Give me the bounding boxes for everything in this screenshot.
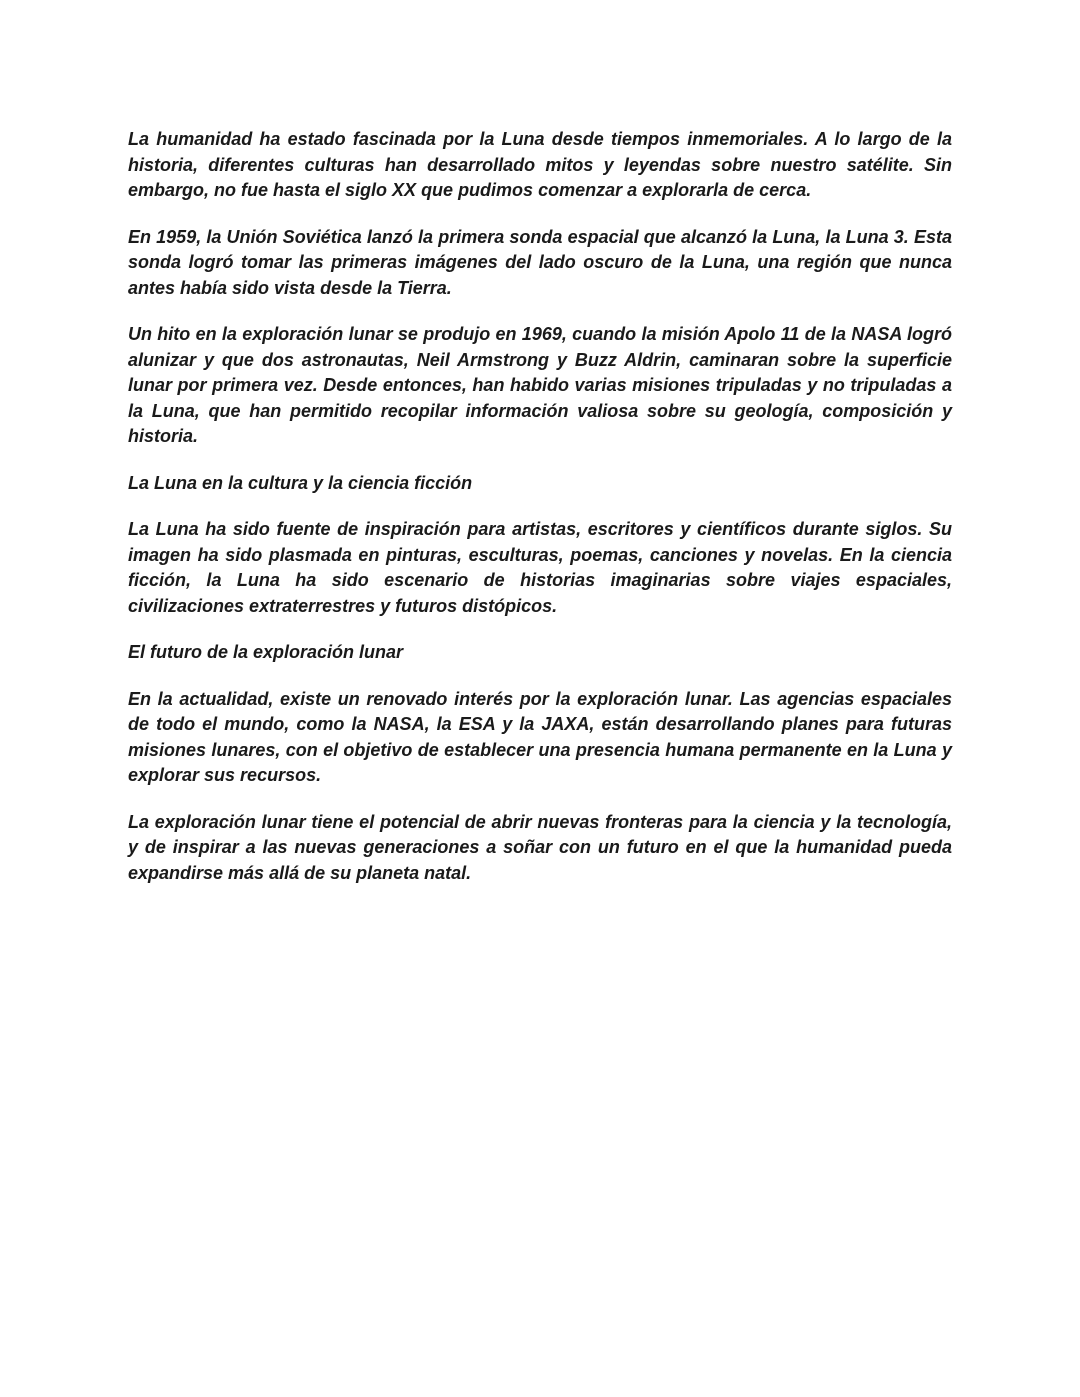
culture-paragraph: La Luna ha sido fuente de inspiración para artistas, escritores y científicos durante siglos. Su imagen ha sido plasmada en pinturas, esculturas, poemas, canciones y novelas. En la ciencia ficción, la Luna ha sido escenario de historias imaginarias sobre viajes espaciales, civilizaciones extraterrestres y futuros distópicos. (128, 519, 952, 616)
section-heading-future: El futuro de la exploración lunar (128, 642, 404, 662)
future-paragraph: En la actualidad, existe un renovado interés por la exploración lunar. Las agencias espaciales de todo el mundo, como la NASA, la ESA y la JAXA, están desarrollando planes para futuras misiones lunares, con el objetivo de establecer una presencia humana permanente en la Luna y explorar sus recursos. (128, 688, 952, 785)
section-heading-culture: La Luna en la cultura y la ciencia ficción (128, 472, 473, 493)
intro-paragraph: La humanidad ha estado fascinada por la Luna desde tiempos inmemoriales. A lo largo de la historia, diferentes culturas han desarrollado mitos y leyendas sobre nuestro satélite. Sin embargo, no fue hasta el siglo XX que pudimos comenzar a explorarla de cerca. (128, 129, 952, 200)
document-page (128, 127, 952, 907)
closing-paragraph: La exploración lunar tiene el potencial de abrir nuevas fronteras para la ciencia y la tecnología, y de inspirar a las nuevas generaciones a soñar con un futuro en el que la humanidad pueda expandirse más allá de su planeta natal. (128, 811, 952, 883)
luna-3-paragraph: En 1959, la Unión Soviética lanzó la primera sonda espacial que alcanzó la Luna, la Luna 3. Esta sonda logró tomar las primeras imágenes del lado oscuro de la Luna, una región que nunca antes había sido vista desde la Tierra. (128, 226, 952, 298)
apolo-11-paragraph: Un hito en la exploración lunar se produjo en 1969, cuando la misión Apolo 11 de la NASA logró alunizar y que dos astronautas, Neil Armstrong y Buzz Aldrin, caminaran sobre la superficie lunar por primera vez. Desde entonces, han habido varias misiones tripuladas y no tripuladas a la Luna, que han permitido recopilar información valiosa sobre su geología, composición y historia. (128, 324, 952, 446)
